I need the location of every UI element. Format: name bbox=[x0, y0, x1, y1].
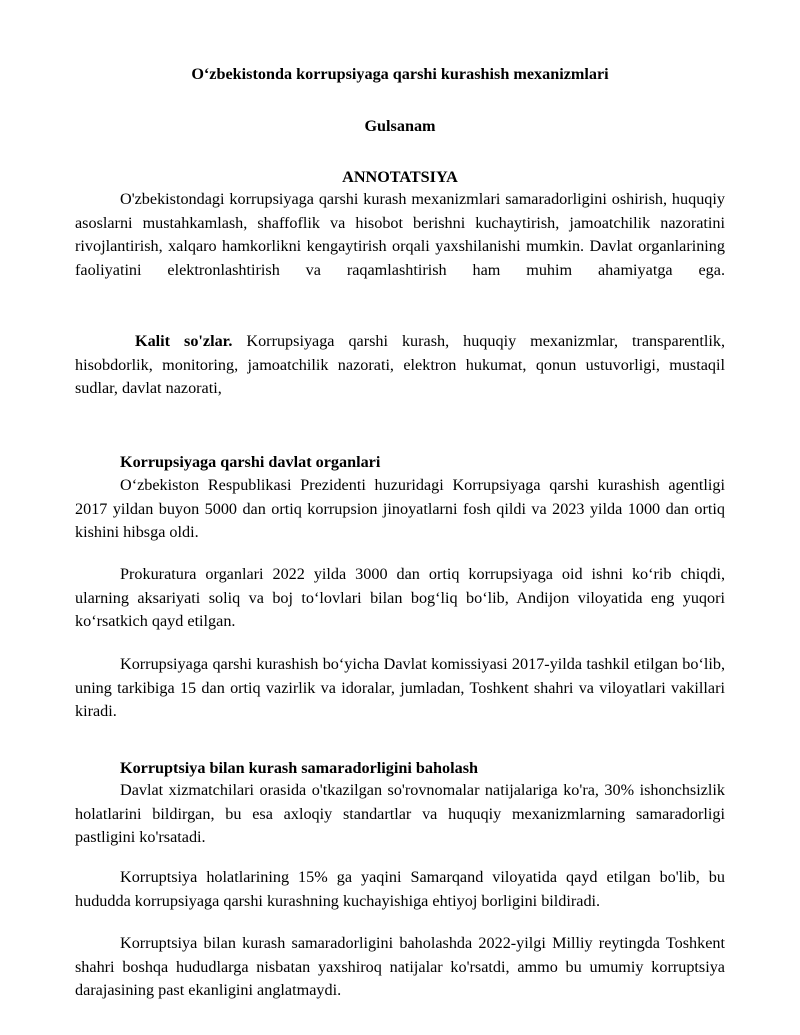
section1-paragraph-1: O‘zbekiston Respublikasi Prezidenti huzuridagi Korrupsiyaga qarshi kurashish agentligi 2017 yildan buyon 5000 dan ortiq korrupsion jinoyatlarni fosh qildi va 2023 yilda 1000 dan ortiq kishini hibsga oldi. bbox=[75, 476, 725, 541]
keywords-paragraph bbox=[75, 330, 725, 401]
section2-paragraph-1: Davlat xizmatchilari orasida o'tkazilgan so'rovnomalar natijalariga ko'ra, 30% ishonchsizlik holatlarini bildirgan, bu esa axloqiy standartlar va huquqiy mexanizmlarning samaradorligi pastligini ko'rsatadi. bbox=[75, 781, 725, 846]
section2-paragraph-3: Korruptsiya bilan kurash samaradorligini baholashda 2022-yilgi Milliy reytingda Toshkent shahri boshqa hududlarga nisbatan yaxshiroq natijalar ko'rsatdi, ammo bu umumiy korruptsiya darajasining past ekanligini anglatmaydi. bbox=[75, 934, 725, 999]
keywords-label: Kalit so'zlar. bbox=[135, 332, 233, 350]
section1-paragraph-3: Korrupsiyaga qarshi kurashish bo‘yicha Davlat komissiyasi 2017-yilda tashkil etilgan bo‘lib, uning tarkibiga 15 dan ortiq vazirlik va idoralar, jumladan, Toshkent shahri va viloyatlari vakillari kiradi. bbox=[75, 655, 725, 720]
section-heading-state-bodies: Korrupsiyaga qarshi davlat organlari bbox=[120, 453, 381, 471]
section1-paragraph-2: Prokuratura organlari 2022 yilda 3000 dan ortiq korrupsiyaga oid ishni ko‘rib chiqdi, ularning aksariyati soliq va boj to‘lovlari bilan bog‘liq bo‘lib, Andijon viloyatida eng yuqori ko‘rsatkich qayd etilgan. bbox=[75, 565, 725, 630]
keywords-text: Korrupsiyaga qarshi kurash, huquqiy mexanizmlar, transparentlik, hisobdorlik, monitoring, jamoatchilik nazorati, elektron hukumat, qonun ustuvorligi, mustaqil sudlar, davlat nazorati, bbox=[75, 332, 726, 397]
section2-paragraph-2: Korruptsiya holatlarining 15% ga yaqini Samarqand viloyatida qayd etilgan bo'lib, bu hududda korrupsiyaga qarshi kurashning kuchayishiga ehtiyoj borligini bildiradi. bbox=[75, 868, 725, 910]
section-heading-effectiveness: Korruptsiya bilan kurash samaradorligini baholash bbox=[120, 759, 479, 777]
author-name: Gulsanam bbox=[364, 117, 436, 135]
annotation-heading: ANNOTATSIYA bbox=[342, 168, 458, 186]
paper-title: O‘zbekistonda korrupsiyaga qarshi kurashish mexanizmlari bbox=[191, 65, 609, 83]
annotation-text: O'zbekistondagi korrupsiyaga qarshi kurash mexanizmlari samaradorligini oshirish, huquqiy asoslarni mustahkamlash, shaffoflik va hisobot berishni kuchaytirish, jamoatchilik nazoratini rivojlantirish, xalqaro hamkorlikni kengaytirish orqali yaxshilanishi mumkin. Davlat organlarining faoliyatini elektronlashtirish va raqamlashtirish ham muhim ahamiyatga ega. bbox=[75, 190, 725, 279]
